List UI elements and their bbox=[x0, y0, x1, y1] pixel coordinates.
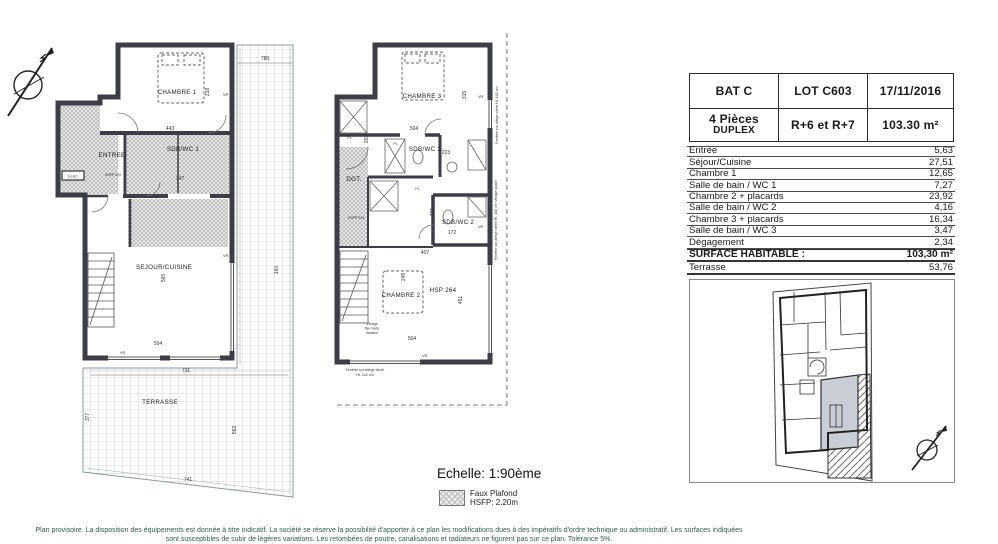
header-cell-type bbox=[690, 109, 779, 141]
vitrage-note: fixe toute bbox=[364, 326, 380, 331]
dim-218: 218 bbox=[205, 87, 211, 97]
table-row bbox=[687, 237, 955, 248]
dim-443: 443 bbox=[165, 126, 175, 132]
table-row bbox=[687, 169, 955, 180]
dim-451: 451 bbox=[458, 295, 464, 305]
table-row bbox=[687, 146, 955, 157]
placard-label: PL. bbox=[393, 142, 399, 146]
key-plan-box bbox=[689, 279, 955, 483]
dim-731: 731 bbox=[181, 368, 191, 374]
dim-377: 377 bbox=[85, 412, 91, 422]
room-area: 7,27 bbox=[934, 179, 953, 191]
room-area: 12,65 bbox=[928, 168, 953, 180]
room-area: 16,34 bbox=[928, 213, 953, 225]
elec-label: ELEC bbox=[68, 174, 78, 179]
room-label-sdbwc2: SDB/WC 2 bbox=[441, 219, 475, 226]
room-areas-table bbox=[687, 146, 955, 275]
stairs-upper bbox=[340, 251, 368, 323]
table-row bbox=[687, 180, 955, 191]
scale-text: Echelle: 1:90ème bbox=[437, 466, 542, 481]
key-plan-north-compass-icon bbox=[912, 426, 947, 470]
key-plan-drawing bbox=[690, 280, 954, 482]
terrace-value: 53,76 bbox=[928, 261, 953, 273]
room-name: Salle de bain / WC 2 bbox=[689, 202, 777, 214]
dim-780: 780 bbox=[260, 56, 270, 62]
vr-label: VR bbox=[422, 354, 428, 358]
room-name: Chambre 1 bbox=[689, 168, 737, 180]
room-label-terrasse: TERRASSE bbox=[142, 399, 178, 406]
dim-407: 407 bbox=[420, 250, 430, 256]
dim-504a: 504 bbox=[409, 126, 419, 132]
table-row bbox=[687, 203, 955, 214]
entrance-hatch bbox=[60, 105, 118, 194]
room-area: 4,16 bbox=[934, 202, 953, 214]
table-row bbox=[687, 157, 955, 168]
terrace-area bbox=[83, 45, 293, 497]
date-label: 17/11/2016 bbox=[879, 83, 942, 98]
header-cell-area bbox=[868, 109, 953, 141]
dim-315: 315 bbox=[462, 90, 468, 100]
room-area: 27,51 bbox=[928, 156, 953, 168]
room-label-chambre1: CHAMBRE 1 bbox=[157, 89, 197, 96]
disclaimer-line2: sont susceptibles de subir de légères variations. Les retombées de poutre, canalisations et radiateurs ne figurent pas sur ce plan. Tolérance 5%. bbox=[165, 535, 613, 543]
room-name: Séjour/Cuisine bbox=[689, 156, 752, 168]
legend-line1: Faux Plafond bbox=[470, 489, 518, 498]
vr-label: VR bbox=[478, 225, 484, 229]
disclaimer-line1: Plan provisoire. La disposition des équipements est donnée à titre indicatif. La société se réserve la possibilité d'apporter à ce plan les modifications dues à des impératifs d'ordre technique ou administratif. Les surfaces indiquées bbox=[35, 527, 743, 534]
duplex-label: DUPLEX bbox=[713, 125, 755, 137]
vr-label: VR bbox=[223, 254, 229, 258]
window-note-right1: Fenêtre sur allège vitrée Ht. 102 cm bbox=[495, 86, 499, 144]
floor-plan-lower-level bbox=[50, 25, 320, 505]
dim-504b: 504 bbox=[407, 336, 417, 342]
stairs-lower bbox=[88, 253, 114, 327]
room-area: 2,34 bbox=[934, 236, 953, 248]
table-row bbox=[687, 192, 955, 203]
room-name: Chambre 3 + placards bbox=[689, 213, 784, 225]
room-label-sdbwc1: SDB/WC 1 bbox=[166, 146, 200, 153]
dim-553: 553 bbox=[232, 425, 238, 435]
dim-231: 231 bbox=[430, 207, 436, 217]
room-label-entree: ENTREE bbox=[98, 152, 126, 159]
bat-label: BAT C bbox=[715, 83, 753, 98]
room-label-sdbwc3: SDB/WC 3 bbox=[408, 146, 442, 153]
vr-label: VR bbox=[120, 351, 126, 355]
vitrage-note: Vitrage bbox=[366, 322, 378, 326]
surface-habitable-label: SURFACE HABITABLE : bbox=[689, 249, 805, 261]
room-name: Chambre 2 + placards bbox=[689, 190, 784, 202]
room-label-chambre2: CHAMBRE 2 bbox=[381, 292, 421, 299]
terrace-row bbox=[687, 262, 955, 275]
room-label-dgt: DGT. bbox=[346, 176, 362, 183]
terrace-label: Terrasse bbox=[689, 261, 726, 273]
room-area: 3,47 bbox=[934, 225, 953, 237]
header-cell-levels bbox=[779, 109, 868, 141]
dim-347: 347 bbox=[175, 176, 185, 182]
surface-habitable-value: 103,30 m² bbox=[906, 249, 953, 261]
vitrage-note: hauteur bbox=[365, 331, 379, 335]
header-cell-bat bbox=[690, 74, 779, 109]
hsfp-label: HSFP 234 bbox=[347, 216, 365, 220]
dim-248: 248 bbox=[401, 272, 407, 282]
table-row bbox=[687, 226, 955, 237]
key-plan-highlighted-lot bbox=[821, 375, 858, 450]
hsfp-label: HSFP 220 bbox=[104, 173, 122, 177]
room-name: Salle de bain / WC 3 bbox=[689, 225, 777, 237]
disclaimer-text bbox=[0, 527, 778, 544]
vr-label: VR bbox=[223, 93, 229, 97]
dim-160: 160 bbox=[274, 265, 280, 275]
lot-label: LOT C603 bbox=[794, 83, 852, 98]
dim-504: 504 bbox=[153, 341, 163, 347]
room-label-chambre3: CHAMBRE 3 bbox=[402, 93, 442, 100]
levels-label: R+6 et R+7 bbox=[790, 117, 856, 132]
dim-223: 223 bbox=[441, 150, 451, 156]
faux-plafond-swatch bbox=[439, 490, 465, 506]
hsp-label: HSP:264 bbox=[429, 287, 457, 294]
window-note-bottom: Fenêtre sur allège vitrée bbox=[345, 368, 385, 372]
area-label: 103.30 m² bbox=[882, 117, 939, 132]
window-note-bottom: Ht. 102 cm bbox=[356, 373, 374, 377]
table-row bbox=[687, 214, 955, 225]
room-name: Salle de bain / WC 1 bbox=[689, 179, 777, 191]
dim-565: 565 bbox=[161, 273, 167, 283]
surface-habitable-row bbox=[687, 249, 955, 263]
dim-203: 203 bbox=[364, 134, 370, 144]
room-area: 5,63 bbox=[934, 145, 953, 157]
legend-line2: HSFP: 2.20m bbox=[470, 498, 519, 507]
window-note-right2: Fenêtre sur allège vitrée Ht. 100 cm Vitrage opalin bbox=[494, 179, 498, 261]
floor-plan-upper-level bbox=[330, 25, 515, 515]
placard-label: PL. bbox=[347, 136, 353, 140]
dgt-hatch bbox=[339, 147, 368, 247]
vr-label: VR bbox=[478, 95, 484, 99]
room-area: 23,92 bbox=[928, 190, 953, 202]
dim-741: 741 bbox=[183, 477, 193, 483]
room-name: Entrée bbox=[689, 145, 718, 157]
header-cell-lot bbox=[779, 74, 868, 109]
room-name: Dégagement bbox=[689, 236, 744, 248]
room-label-sejour: SEJOUR/CUISINE bbox=[135, 264, 193, 271]
header-cell-date bbox=[868, 74, 953, 109]
placard-label: PL. bbox=[415, 187, 421, 191]
lot-header-table bbox=[689, 73, 954, 142]
dim-172: 172 bbox=[447, 230, 457, 236]
kitchen-hatch bbox=[128, 199, 228, 247]
legend-faux-plafond bbox=[439, 489, 518, 507]
pieces-label: 4 Pièces bbox=[709, 112, 759, 127]
